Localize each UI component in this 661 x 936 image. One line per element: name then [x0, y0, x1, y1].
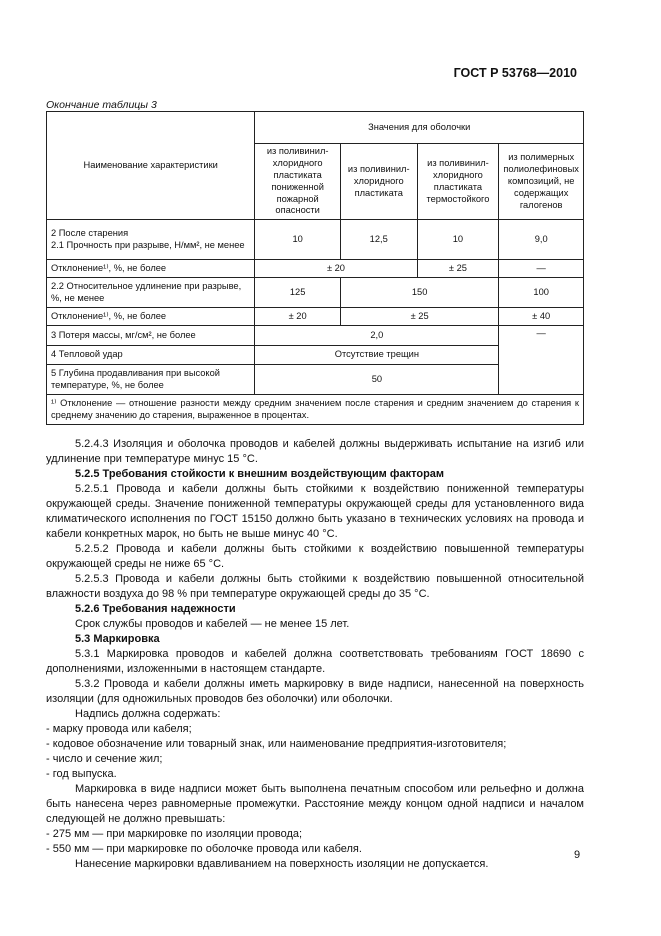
heading-5-2-5: 5.2.5 Требования стойкости к внешним воздействующим факторам — [75, 468, 445, 480]
list-item: - 550 мм — при маркировке по оболочке провода или кабеля. — [46, 843, 362, 855]
list-item: - число и сечение жил; — [46, 753, 163, 765]
heading-5-2-6: 5.2.6 Требования надежности — [75, 603, 236, 615]
row-deviation1-v12: ± 20 — [255, 260, 417, 278]
header-col-2: из поливинил-хлоридного пластиката — [340, 144, 417, 220]
paragraph-inscription: Надпись должна содержать: — [75, 708, 221, 720]
row-thermal-shock-name: 4 Тепловой удар — [47, 346, 255, 365]
row-deviation2-name: Отклонение¹⁾, %, не более — [47, 308, 255, 326]
paragraph-5-2-5-2: 5.2.5.2 Провода и кабели должны быть стойкими к воздействию повышенной температуры окружающей среды не ниже 65 °С. — [46, 543, 584, 570]
properties-table — [46, 111, 584, 425]
row-tensile-name: 2 После старения 2.1 Прочность при разрыве, Н/мм², не менее — [47, 220, 255, 260]
paragraph-marking-method: Маркировка в виде надписи может быть выполнена печатным способом или рельефно и должна быть нанесена через равномерные промежутки. Расстояние между концом одной надписи и началом следующей не должно превышать: — [46, 783, 584, 825]
paragraph-5-3-2: 5.3.2 Провода и кабели должны иметь маркировку в виде надписи, нанесенной на поверхность изоляции (для одножильных проводов без оболочки) или оболочки. — [46, 678, 584, 705]
paragraph-service-life: Срок службы проводов и кабелей — не менее 15 лет. — [75, 618, 350, 630]
paragraph-5-2-4-3: 5.2.4.3 Изоляция и оболочка проводов и кабелей должны выдерживать испытание на изгиб или удлинение при температуре минус 15 °С. — [46, 438, 584, 465]
header-col-1: из поливинил-хлоридного пластиката пониженной пожарной опасности — [255, 144, 341, 220]
row-mass-loss-name: 3 Потеря массы, мг/см², не более — [47, 326, 255, 346]
list-item: - год выпуска. — [46, 768, 117, 780]
row-deviation2-v1: ± 20 — [255, 308, 341, 326]
page-number: 9 — [574, 849, 581, 861]
header-col-4: из полимерных полиолефиновых композиций, не содержащих галогенов — [499, 144, 584, 220]
row-tensile-v3: 10 — [417, 220, 499, 260]
row-deviation2-v23: ± 25 — [340, 308, 498, 326]
header-col-3: из поливинил-хлоридного пластиката термостойкого — [417, 144, 499, 220]
row-indentation-name: 5 Глубина продавливания при высокой температуре, %, не более — [47, 365, 255, 395]
header-characteristic: Наименование характеристики — [47, 112, 255, 220]
header-values-group: Значения для оболочки — [255, 112, 584, 144]
body-text — [46, 437, 584, 872]
row-elongation-v4: 100 — [499, 278, 584, 308]
table-caption: Окончание таблицы 3 — [46, 99, 157, 111]
row-thermal-shock-value: Отсутствие трещин — [255, 346, 499, 365]
row-deviation1-v4: — — [499, 260, 584, 278]
paragraph-5-3-1: 5.3.1 Маркировка проводов и кабелей должна соответствовать требованиям ГОСТ 18690 с дополнениями, изложенными в настоящем стандарте. — [46, 648, 584, 675]
document-header: ГОСТ Р 53768—2010 — [453, 66, 577, 80]
row-indentation-value: 50 — [255, 365, 499, 395]
paragraph-5-2-5-3: 5.2.5.3 Провода и кабели должны быть стойкими к воздействию повышенной относительной влажности воздуха до 98 % при температуре окружающей среды до 35 °С. — [46, 573, 584, 600]
row-deviation1-v3: ± 25 — [417, 260, 499, 278]
row-deviation2-v4: ± 40 — [499, 308, 584, 326]
row-elongation-name: 2.2 Относительное удлинение при разрыве, %, не менее — [47, 278, 255, 308]
row-mass-loss-value: 2,0 — [255, 326, 499, 346]
row-tensile-v2: 12,5 — [340, 220, 417, 260]
row-elongation-v23: 150 — [340, 278, 498, 308]
row-deviation1-name: Отклонение¹⁾, %, не более — [47, 260, 255, 278]
paragraph-5-2-5-1: 5.2.5.1 Провода и кабели должны быть стойкими к воздействию пониженной температуры окружающей среды. Значение пониженной температуры окружающей среды для установленного вида климатического исполнения по ГОСТ 15150 должно быть указано в технических условиях на провода и кабели конкретных марок, но быть не выше минус 40 °С. — [46, 483, 584, 540]
row-tensile-v4: 9,0 — [499, 220, 584, 260]
list-item: - марку провода или кабеля; — [46, 723, 192, 735]
list-item: - кодовое обозначение или товарный знак, или наименование предприятия-изготовителя; — [46, 738, 507, 750]
list-item: - 275 мм — при маркировке по изоляции провода; — [46, 828, 303, 840]
heading-5-3: 5.3 Маркировка — [75, 633, 160, 645]
row-tensile-v1: 10 — [255, 220, 341, 260]
row-mass-loss-v4: — — [499, 326, 584, 395]
table-footnote: ¹⁾ Отклонение — отношение разности между средним значением после старения и средним значением до старения к среднему значению до старения, выраженное в процентах. — [47, 395, 584, 425]
paragraph-embossing: Нанесение маркировки вдавливанием на поверхность изоляции не допускается. — [75, 858, 489, 870]
row-elongation-v1: 125 — [255, 278, 341, 308]
